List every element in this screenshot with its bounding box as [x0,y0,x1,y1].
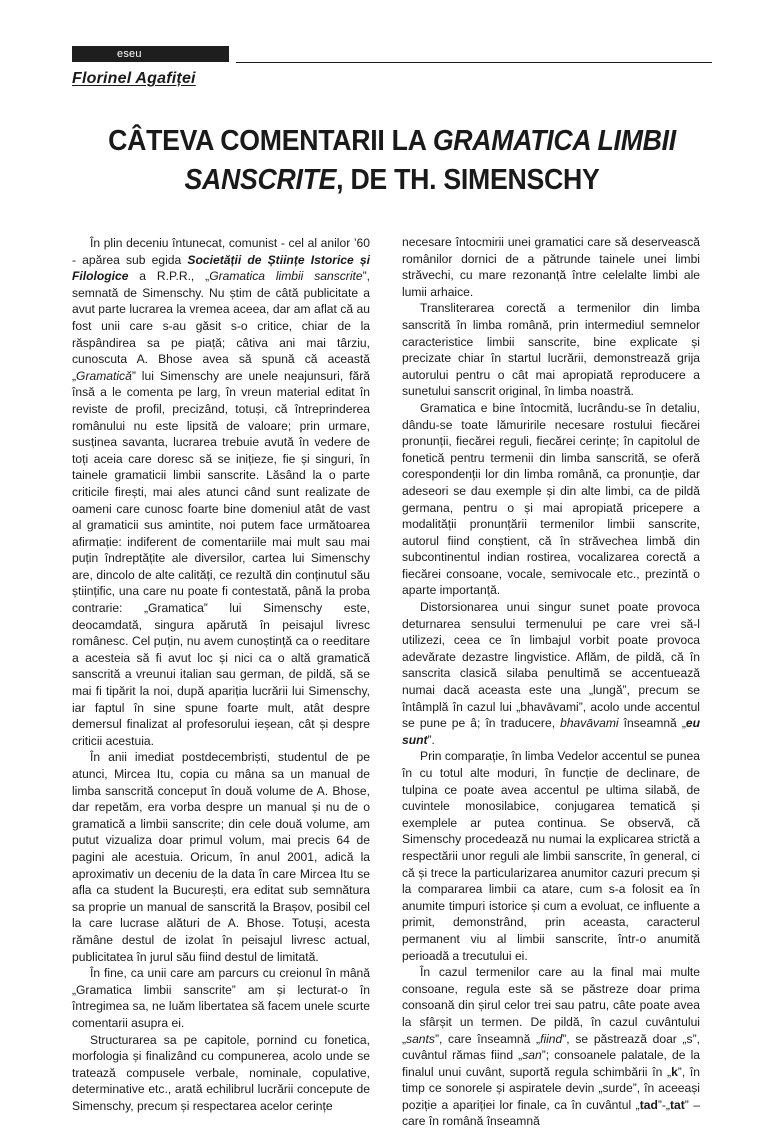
translation: fiind [540,1031,563,1046]
book-title-short: Gramatică [76,368,132,383]
section-label: eseu [72,46,229,62]
text-run: În cazul termenilor care au la final mai multe consoane, regula este să se păstreze doar prima consoană din șirul celor trei sau patru, câte poate avea la sfârșit un termen. De pildă, în cazul cuvântului „ [402,965,700,1046]
article-title [98,122,687,200]
left-column [72,235,370,1114]
paragraph: Gramatica e bine întocmită, lucrându-se în detaliu, dându-se toate lămuririle necesare rostului fiecărei pronunții, fiecărei reguli, fiecărei cerințe; în capitolul de fonetică pentru termenii din limba sanscrită, se oferă corespondenții lor din limba română, ca pronunție, dar adeseori se dau exemple și din alte limbi, ca de pildă germana, pentru o și mai apropiată pricepere a modalității pronunțării termenilor limbii sanscrite, autorul fiind conștient, că în străvechea limbă din subcontinentul indian rostirea, vocalizarea corectă a fiecărei consoane, vocale, semivocale etc., prezintă o aparte importanță. [402,400,700,598]
title-line1-plain: CÂTEVA COMENTARII LA [108,125,433,157]
text-run: a R.P.R., „ [128,269,210,284]
title-line1-italic: GRAMATICA LIMBII [432,125,676,157]
text-run: Distorsionarea unui singur sunet poate provoca deturnarea sensului termenului pe care vrei să-l utilizezi, ceea ce în limbajul vorbit poate provoca adevărate dezastre lingvistice. Aflăm, de pildă, că în sanscrita clasică silaba penultimă se accentuează numai dacă aceasta este una „lungă”, precum se întâmplă în cazul lui „bhavāvami”, acolo unde accentul se pune pe â; în traducere, [402,600,700,731]
translation: eu sunt [402,716,700,747]
paragraph: Prin comparație, în limba Vedelor accentul se punea în cu totul alte moduri, în funcție de declinare, de tulpina ce poate avea accentul pe ultima silabă, de cuvintele monosilabice, conjugarea tematică și exemplele ar putea continua. Se observă, că Simenschy procedează nu numai la explicarea strictă a respectării unor reguli ale limbii sanscrite, în general, ci că și trece la particularizarea anumitor cazuri precum și la compararea limbii ca atare, cum s-a folosit ea în anumite timpuri istorice și cum a evoluat, ce influente a primit, demonstrând, prin aceasta, caracterul permanent viu al limbii sanscrite, într-o anumită perioadă a trecutului ei. [402,749,700,963]
paragraph [402,599,700,748]
text-run: ”, în timp ce sonorele și aspiratele devin „surde”, în aceeași poziție a apariției lor finale, ca în cuvântul „ [402,1064,700,1112]
title-line2-italic: SANSCRITE [184,164,337,196]
text-run: ” lui Simenschy are unele neajunsuri, fără însă a le comenta pe larg, în vreun material editat în reviste de profil, precizând, totuși, că întreprinderea românului nu este lipsită de valoare; prin urmare, susținea savanta, lucrarea trebuie avută în vedere de toți aceia care doresc să se inițieze, fie și singuri, în tainele gramaticii limbii sanscrite. Lăsând la o parte criticile firești, mai ales atunci când sunt realizate de oameni care cunosc foarte bine domeniul atât de vast al gramaticii sus amintite, noi putem face următoarea afirmație: indiferent de comentariile mai mult sau mai puțin îndreptățite ale diversilor, cartea lui Simenschy are, dincolo de alte calități, ce rezultă din conținutul său științific, una care nu poate fi contestată, până la proba contrarie: „Gramatica” lui Simenschy este, deocamdată, singura apărută în peisajul livresc românesc. Cel puțin, nu avem cunoștință ca o reeditare a acesteia să fi avut loc și nici ca o altă gramatică sanscrită a vreunui italian sau german, de pildă, să se mai fi tipărit la noi, după apariția lucrării lui Simenschy, iar faptul în sine spune foarte mult, atât despre demersul finalizat al profesorului ieșean, cât și despre criticii acestuia. [72,368,370,748]
book-title: Gramatica limbii sanscrite [209,269,363,284]
text-run: ”, semnată de Simenschy. Nu știm de câtă publicitate a avut parte lucrarea la vremea aceea, dar am aflat că au fost unii care s-au găsit s-o critice, chiar de la răspândirea sa pe piață; câtiva ani mai târziu, cunoscuta A. Bhose avea să spună că această „ [72,269,370,383]
right-column [402,234,700,1130]
text-run: ”-„ [657,1097,670,1112]
text-run: În plin deceniu întunecat, comunist - cel al anilor ’60 - apărea sub egida [72,236,370,267]
text-run: ”; consoanele palatale, de la finalul unui cuvânt, suportă regula schimbării în „ [402,1048,700,1079]
paragraph [72,235,370,749]
text-run: ”, se păstrează doar „s”, cuvântul rămas fiind „ [402,1031,700,1063]
society-name: Societății de Științe Istorice și Filologice [72,252,370,284]
header-rule [236,62,712,63]
title-line2-plain: , DE TH. SIMENSCHY [336,164,600,196]
author-name: Florinel Agafiței [72,70,196,87]
paragraph: În fine, ca unii care am parcurs cu creionul în mână „Gramatica limbii sanscrite” am și lecturat-o în întregimea sa, ne luăm libertatea să facem unele scurte comentarii asupra ei. [72,966,370,1030]
paragraph: În anii imediat postdecembriști, studentul de pe atunci, Mircea Itu, copia cu mâna sa un manual de limba sanscrită conceput în două volume de A. Bhose, dar repetăm, era vorba despre un manual și nu de o gramatică a limbii sanscrite; din cele două volume, am putut vizualiza doar primul volum, mai precis 64 de pagini ale acestuia. Oricum, în anul 2001, adică la aproximativ un deceniu de la data în care Mircea Itu se afla ca student la București, era editat sub semnătura sa proprie un manual de sanscrită la Brașov, posibil cel la care lucrase alături de A. Bhose. Totuși, acesta rămâne destul de izolat în peisajul livresc actual, publicitatea în jurul său fiind destul de limitată. [72,750,370,964]
sanskrit-term: bhavāvami [560,716,619,731]
text-run: ”. [427,732,435,747]
paragraph: Structurarea sa pe capitole, pornind cu fonetica, morfologia și finalizând cu compunerea, acolo unde se tratează compusele verbale, nominale, copulative, determinative etc., arată echilibrul lucrării concepute de Simenschy, precum și respectarea acelor cerințe [72,1032,370,1113]
sanskrit-term: san [522,1048,542,1063]
sanskrit-term: tad [639,1097,658,1112]
paragraph: necesare întocmirii unei gramatici care să deservească românilor dornici de a pătrunde tainele unei limbi străvechi, cu mare rezonanță între celelalte limbi ale lumii arhaice. [402,235,700,299]
letter: k [671,1064,678,1079]
paragraph: Transliterarea corectă a termenilor din limba sanscrită în limba română, prin intermediul semnelor caracteristice limbii sanscrite, bine explicate și precizate chiar în startul lucrării, demonstrează grija autorului pentru o cât mai apropiată reproducere a sunetului sanscrit original, în limba noastră. [402,301,700,399]
sanskrit-term: sants [406,1031,435,1046]
text-run: ” – care în română înseamnă [402,1097,700,1129]
text-run: ”, care înseamnă „ [434,1031,541,1046]
sanskrit-term: tat [669,1097,685,1112]
paragraph [402,964,700,1130]
text-run: înseamnă „ [618,716,686,731]
